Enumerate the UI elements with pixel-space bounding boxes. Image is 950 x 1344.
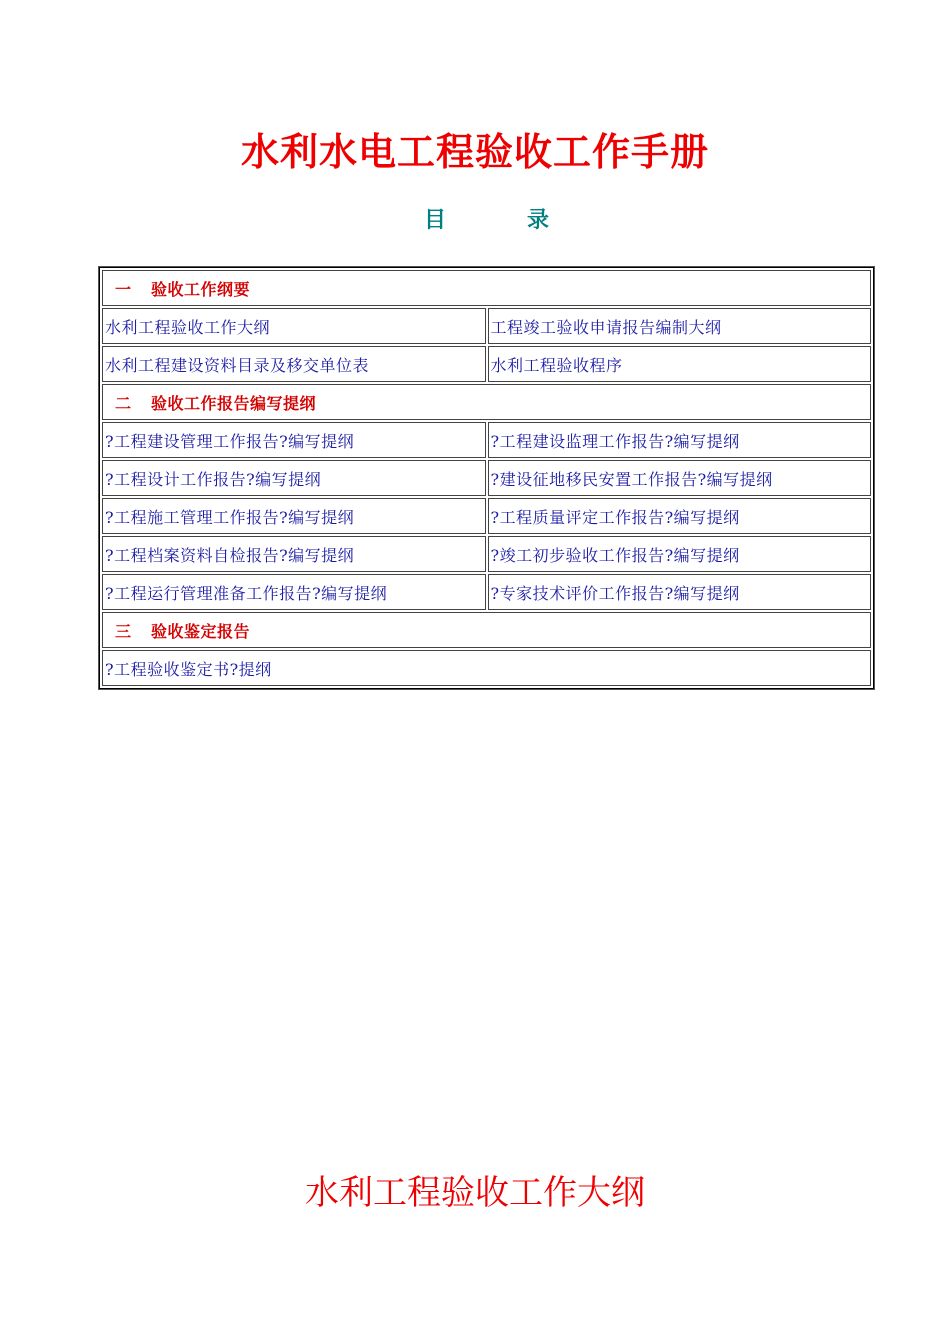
- document-title: 水利水电工程验收工作手册: [240, 129, 709, 174]
- toc-link[interactable]: 水利工程验收程序: [488, 346, 872, 382]
- toc-link[interactable]: ?工程施工管理工作报告?编写提纲: [102, 498, 486, 534]
- toc-link[interactable]: ?竣工初步验收工作报告?编写提纲: [488, 536, 872, 572]
- toc-table: [99, 267, 874, 689]
- toc-row: [102, 308, 871, 344]
- toc-link[interactable]: ?工程运行管理准备工作报告?编写提纲: [102, 574, 486, 610]
- toc-link[interactable]: ?工程建设管理工作报告?编写提纲: [102, 422, 486, 458]
- section-number: 二: [115, 393, 132, 413]
- toc-row: [102, 460, 871, 496]
- toc-section-row: [102, 270, 871, 306]
- toc-row: [102, 498, 871, 534]
- section-label: 验收工作纲要: [151, 279, 251, 299]
- toc-link[interactable]: ?工程设计工作报告?编写提纲: [102, 460, 486, 496]
- toc-row: [102, 536, 871, 572]
- toc-link[interactable]: ?专家技术评价工作报告?编写提纲: [488, 574, 872, 610]
- toc-row: [102, 574, 871, 610]
- toc-section-header: [102, 612, 871, 648]
- toc-heading-left: 目: [424, 207, 447, 233]
- toc-link[interactable]: 水利工程建设资料目录及移交单位表: [102, 346, 486, 382]
- toc-section-row: [102, 384, 871, 420]
- toc-row: [102, 422, 871, 458]
- toc-section-row: [102, 612, 871, 648]
- toc-heading-right: 录: [527, 207, 550, 233]
- section-label: 验收鉴定报告: [151, 621, 251, 641]
- toc-section-header: [102, 384, 871, 420]
- toc-heading: [0, 200, 950, 240]
- toc-section-header: [102, 270, 871, 306]
- toc-link[interactable]: 水利工程验收工作大纲: [102, 308, 486, 344]
- toc-link[interactable]: ?工程质量评定工作报告?编写提纲: [488, 498, 872, 534]
- toc-link[interactable]: ?建设征地移民安置工作报告?编写提纲: [488, 460, 872, 496]
- toc-link[interactable]: ?工程验收鉴定书?提纲: [102, 650, 871, 686]
- section-label: 验收工作报告编写提纲: [151, 393, 317, 413]
- toc-row: [102, 346, 871, 382]
- section-title: 水利工程验收工作大纲: [305, 1173, 645, 1213]
- toc-row: [102, 650, 871, 686]
- toc-link[interactable]: ?工程档案资料自检报告?编写提纲: [102, 536, 486, 572]
- section-number: 三: [115, 621, 132, 641]
- section-number: 一: [115, 279, 132, 299]
- toc-link[interactable]: 工程竣工验收申请报告编制大纲: [488, 308, 872, 344]
- toc-link[interactable]: ?工程建设监理工作报告?编写提纲: [488, 422, 872, 458]
